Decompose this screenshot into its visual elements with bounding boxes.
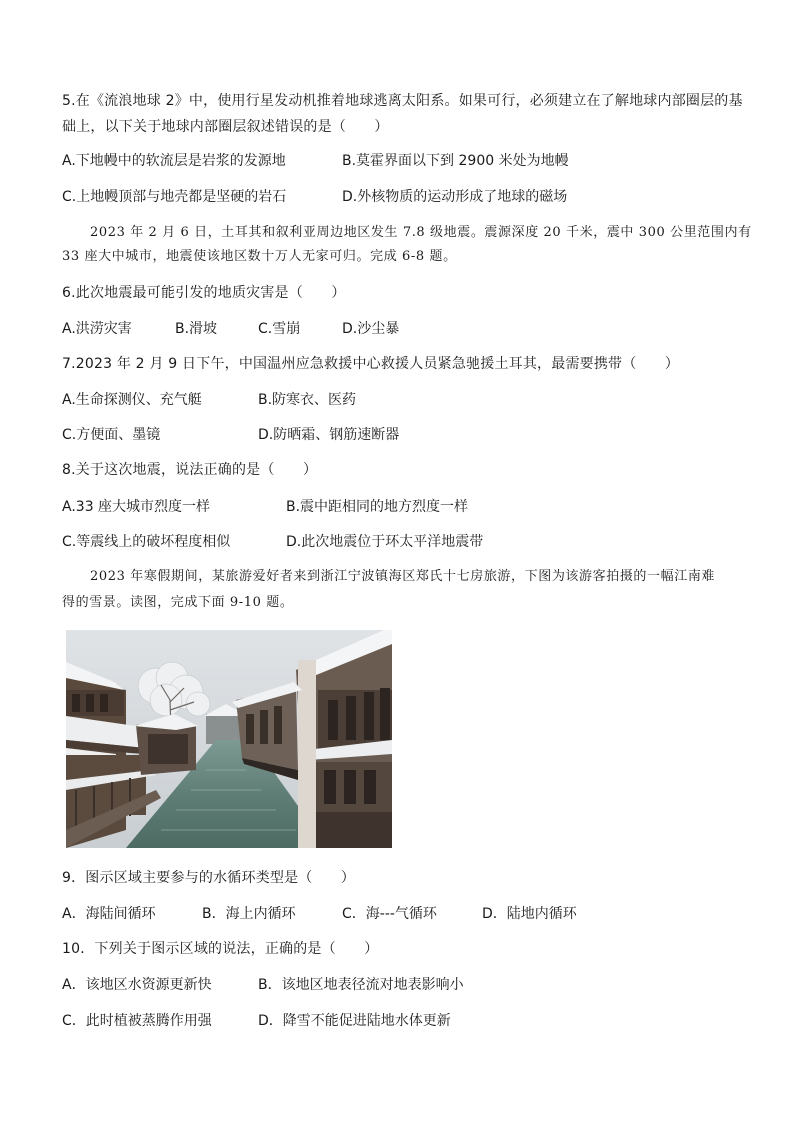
q5-stem-line2: 础上，以下关于地球内部圈层叙述错误的是（ ） [62, 119, 389, 135]
q5-option-b: B.莫霍界面以下到 2900 米处为地幔 [342, 153, 569, 169]
q10-stem: 10．下列关于图示区域的说法，正确的是（ ） [62, 941, 379, 957]
q5-option-c: C.上地幔顶部与地壳都是坚硬的岩石 [62, 189, 287, 205]
q5-option-d: D.外核物质的运动形成了地球的磁场 [342, 189, 568, 205]
q10-option-b: B．该地区地表径流对地表影响小 [258, 977, 464, 993]
q8-option-b: B.震中距相同的地方烈度一样 [286, 499, 469, 515]
intro-9-10-line2: 得的雪景。读图，完成下面 9-10 题。 [62, 595, 294, 610]
q6-option-b: B.滑坡 [175, 321, 218, 337]
q7-option-d: D.防晒霜、钢筋速断器 [258, 427, 400, 443]
q6-option-a: A.洪涝灾害 [62, 321, 132, 337]
q7-option-c: C.方便面、墨镜 [62, 427, 161, 443]
q10-option-a: A．该地区水资源更新快 [62, 977, 212, 993]
q7-stem: 7.2023 年 2 月 9 日下午，中国温州应急救援中心救援人员紧急驰援土耳其，最需要携带（ ） [62, 356, 680, 372]
intro-6-8-line2: 33 座大中城市，地震使该地区数十万人无家可归。完成 6-8 题。 [62, 249, 457, 264]
q9-option-d: D．陆地内循环 [482, 906, 577, 922]
q7-option-a: A.生命探测仪、充气艇 [62, 392, 202, 408]
q8-option-a: A.33 座大城市烈度一样 [62, 499, 211, 515]
q8-stem: 8.关于这次地震，说法正确的是（ ） [62, 462, 318, 478]
q6-stem: 6.此次地震最可能引发的地质灾害是（ ） [62, 285, 346, 301]
q9-option-c: C．海---气循环 [342, 906, 437, 922]
q6-option-c: C.雪崩 [258, 321, 301, 337]
q8-option-c: C.等震线上的破坏程度相似 [62, 534, 231, 550]
intro-6-8-line1: 2023 年 2 月 6 日，土耳其和叙利亚周边地区发生 7.8 级地震。震源深度 20 千米，震中 300 公里范围内有 [90, 225, 752, 240]
q6-option-d: D.沙尘暴 [342, 321, 400, 337]
snow-canal-photo [66, 630, 392, 848]
q5-stem-line1: 5.在《流浪地球 2》中，使用行星发动机推着地球逃离太阳系。如果可行，必须建立在了解地球内部圈层的基 [62, 93, 743, 109]
q7-option-b: B.防寒衣、医药 [258, 392, 357, 408]
q10-option-d: D．降雪不能促进陆地水体更新 [258, 1013, 451, 1029]
q5-option-a: A.下地幔中的软流层是岩浆的发源地 [62, 153, 286, 169]
q9-option-b: B．海上内循环 [202, 906, 296, 922]
q9-stem: 9．图示区域主要参与的水循环类型是（ ） [62, 870, 356, 886]
q9-option-a: A．海陆间循环 [62, 906, 156, 922]
q10-option-c: C．此时植被蒸腾作用强 [62, 1013, 212, 1029]
intro-9-10-line1: 2023 年寒假期间，某旅游爱好者来到浙江宁波镇海区郑氏十七房旅游，下图为该游客拍摄的一幅江南难 [90, 569, 716, 584]
q8-option-d: D.此次地震位于环太平洋地震带 [286, 534, 484, 550]
